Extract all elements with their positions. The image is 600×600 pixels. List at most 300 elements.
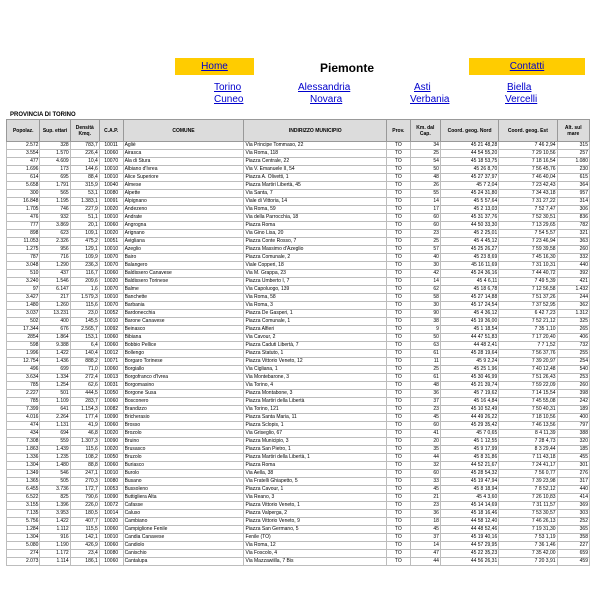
contatti-link[interactable]: Contatti (469, 58, 585, 75)
table-cell: 7 52 7,47 (499, 206, 557, 214)
table-cell: 10053 (99, 486, 123, 494)
table-cell: 332 (557, 254, 589, 262)
table-cell: 407,7 (70, 518, 99, 526)
table-cell: 247,1 (70, 470, 99, 478)
table-cell: Piazza Massimo d'Azeglio (244, 246, 387, 254)
table-cell: 10070 (99, 158, 123, 166)
table-row (7, 174, 590, 182)
table-cell: Piazza Roma (244, 462, 387, 470)
table-cell: Cafasse (123, 502, 244, 510)
table-cell: Buttigliera Alta (123, 494, 244, 502)
table-cell: 565 (40, 190, 70, 198)
table-cell: 7 19 31,30 (499, 526, 557, 534)
table-cell: 1.307,3 (70, 438, 99, 446)
column-header: Coord. geog. Est (499, 120, 557, 142)
table-row (7, 142, 590, 150)
table-cell: Alpette (123, 190, 244, 198)
table-cell: 10020 (99, 446, 123, 454)
table-row (7, 198, 590, 206)
table-cell: 45 2 13,03 (440, 206, 498, 214)
table-cell: Piazza Municipio, 3 (244, 438, 387, 446)
table-cell: 45 19 47,94 (440, 478, 498, 486)
table-row (7, 486, 590, 494)
table-cell: 90 (410, 310, 440, 318)
table-cell: Bosconero (123, 398, 244, 406)
table-cell: 400 (557, 414, 589, 422)
table-cell: 44 57 29,95 (440, 542, 498, 550)
table-cell: Borgiallo (123, 366, 244, 374)
table-cell: Cantalupa (123, 558, 244, 566)
table-cell: 7 59 39,58 (499, 246, 557, 254)
table-cell: Banchette (123, 294, 244, 302)
table-cell: TO (386, 382, 410, 390)
table-row (7, 238, 590, 246)
table-cell: 177,4 (70, 414, 99, 422)
table-cell: 825 (40, 494, 70, 502)
table-cell: TO (386, 254, 410, 262)
table-cell: 421 (557, 278, 589, 286)
table-cell: 276 (557, 470, 589, 478)
table-cell: TO (386, 430, 410, 438)
province-link-asti[interactable]: Asti (414, 82, 431, 93)
table-cell: 45 (410, 414, 440, 422)
table-cell: 315,9 (70, 182, 99, 190)
table-cell: 1.863 (7, 446, 40, 454)
table-row (7, 254, 590, 262)
table-cell: TO (386, 302, 410, 310)
table-cell: 7 51 37,26 (499, 294, 557, 302)
table-cell: 3.953 (40, 510, 70, 518)
table-cell: 252 (557, 518, 589, 526)
table-cell: 16.848 (7, 198, 40, 206)
province-link-biella[interactable]: Biella (507, 82, 532, 93)
table-cell: 3.427 (7, 294, 40, 302)
table-cell: 787 (7, 254, 40, 262)
table-cell: 3.240 (7, 278, 40, 286)
table-cell: 1.349 (7, 470, 40, 478)
province-link-verbania[interactable]: Verbania (410, 94, 450, 105)
table-cell: 10060 (99, 398, 123, 406)
table-cell: 9 (410, 326, 440, 334)
table-row (7, 526, 590, 534)
table-cell: 116,7 (70, 270, 99, 278)
table-cell: 957 (557, 190, 589, 198)
table-cell: Bruino (123, 438, 244, 446)
table-cell: 7 31 11,57 (499, 502, 557, 510)
table-cell: 364 (557, 182, 589, 190)
table-cell: 10090 (99, 438, 123, 446)
table-cell: 44 52 21,67 (440, 462, 498, 470)
table-cell: Via V. Emanuele II, 54 (244, 166, 387, 174)
table-cell: TO (386, 374, 410, 382)
table-cell: 10020 (99, 430, 123, 438)
table-cell: 477 (7, 158, 40, 166)
table-cell: TO (386, 326, 410, 334)
table-cell: Piazza Roma (244, 222, 387, 230)
table-row (7, 414, 590, 422)
table-cell: Alpignano (123, 198, 244, 206)
table-row (7, 518, 590, 526)
table-cell: 676 (40, 326, 70, 334)
table-cell: 7 56 0,77 (499, 470, 557, 478)
table-cell: TO (386, 406, 410, 414)
table-cell: 7 20 3,91 (499, 558, 557, 566)
table-cell: 7 39 23,98 (499, 478, 557, 486)
table-cell: 790,6 (70, 494, 99, 502)
table-row (7, 278, 590, 286)
table-cell: 362 (557, 302, 589, 310)
table-cell: 48 (410, 382, 440, 390)
table-cell: 45 25 26,27 (440, 246, 498, 254)
table-cell: 10082 (99, 406, 123, 414)
table-cell: 53,1 (70, 190, 99, 198)
table-cell: 10010 (99, 294, 123, 302)
table-cell: 7 18 16,54 (499, 158, 557, 166)
table-cell: 45 21 48,28 (440, 142, 498, 150)
table-cell: 10060 (99, 558, 123, 566)
table-cell: 10070 (99, 302, 123, 310)
table-cell: 598 (7, 342, 40, 350)
table-cell: 10010 (99, 214, 123, 222)
table-cell: 392 (557, 270, 589, 278)
table-cell: 45 27 37,97 (440, 174, 498, 182)
table-cell: Via Reano, 3 (244, 494, 387, 502)
table-cell: TO (386, 182, 410, 190)
table-cell: Via Fratelli Ghiapetto, 5 (244, 478, 387, 486)
table-cell: TO (386, 142, 410, 150)
table-cell: 7 52 30,51 (499, 214, 557, 222)
table-cell: Albiano d'Ivrea (123, 166, 244, 174)
table-cell: Barbania (123, 302, 244, 310)
table-cell: 35 (410, 446, 440, 454)
table-cell: 321 (557, 230, 589, 238)
table-cell: TO (386, 518, 410, 526)
table-cell: 46,8 (70, 430, 99, 438)
table-cell: Via Foscolo, 4 (244, 550, 387, 558)
table-cell: 180,5 (70, 510, 99, 518)
table-cell: 88,8 (70, 462, 99, 470)
table-cell: 10092 (99, 326, 123, 334)
table-cell: 97 (7, 286, 40, 294)
table-cell: Piazza Martiri Libertà, 45 (244, 182, 387, 190)
table-cell: Piazza San Pietro, 1 (244, 446, 387, 454)
table-cell: 1.422 (40, 518, 70, 526)
table-cell: 71,0 (70, 366, 99, 374)
table-cell: 746 (40, 206, 70, 214)
table-cell: 115,6 (70, 302, 99, 310)
table-cell: Borgofranco d'Ivrea (123, 374, 244, 382)
table-cell: 10060 (99, 334, 123, 342)
table-cell: 6 42 7,23 (499, 310, 557, 318)
table-cell: 1.304 (7, 462, 40, 470)
table-cell: 10060 (99, 222, 123, 230)
table-cell: 30 (410, 302, 440, 310)
table-cell: 306 (557, 206, 589, 214)
table-cell: 7 56 45,76 (499, 166, 557, 174)
table-cell: Via Griseglio, 67 (244, 430, 387, 438)
column-header: Alt. sul mare (557, 120, 589, 142)
table-row (7, 190, 590, 198)
table-cell: 10052 (99, 310, 123, 318)
table-cell: 45 30 46,99 (440, 374, 498, 382)
column-header: Prov. (386, 120, 410, 142)
table-cell: Via Montebarone, 3 (244, 374, 387, 382)
table-cell: 23 (410, 502, 440, 510)
table-row (7, 262, 590, 270)
table-cell: 10051 (99, 238, 123, 246)
table-cell: 45 1 12,55 (440, 438, 498, 446)
table-cell: 7 46 40,04 (499, 174, 557, 182)
table-cell: 23,4 (70, 550, 99, 558)
table-cell: 7 46 13,56 (499, 422, 557, 430)
table-cell: Via Roma, 59 (244, 206, 387, 214)
table-cell: 209,6 (70, 278, 99, 286)
table-cell: 2.326 (40, 238, 70, 246)
table-cell: Via Cigliana, 1 (244, 366, 387, 374)
table-cell: 226,0 (70, 502, 99, 510)
table-cell: TO (386, 222, 410, 230)
table-cell: 1.154,3 (70, 406, 99, 414)
table-cell: 7 51 26,43 (499, 374, 557, 382)
table-cell: 1.172 (40, 550, 70, 558)
table-cell: 7 17 20,40 (499, 334, 557, 342)
table-row (7, 542, 590, 550)
table-cell: 45 4 36,12 (440, 310, 498, 318)
table-cell: 186,1 (70, 558, 99, 566)
table-cell: 45 27 14,88 (440, 294, 498, 302)
table-cell: 10,4 (70, 158, 99, 166)
table-cell: 426,9 (70, 542, 99, 550)
table-cell: 1.365 (7, 478, 40, 486)
table-cell: 45 18 6,78 (440, 286, 498, 294)
column-header: Densità Kmq. (70, 120, 99, 142)
table-row (7, 326, 590, 334)
table-cell: TO (386, 422, 410, 430)
table-cell: 2.572 (7, 142, 40, 150)
table-cell: Avigliana (123, 238, 244, 246)
table-cell: TO (386, 334, 410, 342)
table-cell: Barone Canavese (123, 318, 244, 326)
table-cell: Fenile (TO) (244, 534, 387, 542)
table-cell: 10013 (99, 374, 123, 382)
table-cell: 60 (410, 422, 440, 430)
table-cell: Borgone Susa (123, 390, 244, 398)
section-title: PROVINCIA DI TORINO (10, 112, 76, 118)
table-row (7, 150, 590, 158)
table-cell: Balme (123, 286, 244, 294)
table-cell: TO (386, 190, 410, 198)
table-row (7, 246, 590, 254)
table-cell: 444,5 (70, 390, 99, 398)
province-link-torino[interactable]: Torino (214, 82, 242, 93)
table-cell: 7 53 30,57 (499, 510, 557, 518)
province-links-col-2 (298, 82, 350, 106)
table-cell: 10060 (99, 526, 123, 534)
table-cell: Via Principe Tommaso, 22 (244, 142, 387, 150)
table-cell: Via della Parrocchia, 18 (244, 214, 387, 222)
table-cell: Borgomasino (123, 382, 244, 390)
table-cell: Bardonecchia (123, 310, 244, 318)
table-cell: TO (386, 390, 410, 398)
table-cell: 1.791 (40, 182, 70, 190)
table-cell: 1.131 (40, 422, 70, 430)
table-cell: 45 17 24,54 (440, 302, 498, 310)
table-cell: 7 29 10,56 (499, 150, 557, 158)
table-cell: 185 (557, 446, 589, 454)
table-cell: TO (386, 470, 410, 478)
table-cell: 244 (557, 294, 589, 302)
table-cell: Piazza Martiri della Libertà (244, 398, 387, 406)
table-cell: 1,6 (70, 286, 99, 294)
table-cell: Airasca (123, 150, 244, 158)
table-cell: Via Mazzawiilla, 7 Bis (244, 558, 387, 566)
table-cell: 173 (40, 166, 70, 174)
table-cell: 45 24 36,16 (440, 270, 498, 278)
table-cell: 45 10 52,49 (440, 406, 498, 414)
table-cell: 932 (40, 214, 70, 222)
table-cell: 1.275 (7, 246, 40, 254)
table-cell: 10090 (99, 414, 123, 422)
table-cell: 6.455 (7, 486, 40, 494)
province-link-novara[interactable]: Novara (310, 94, 343, 105)
table-cell: 303 (557, 510, 589, 518)
table-cell: 1.080 (557, 158, 589, 166)
table-cell: 7 26 10,83 (499, 494, 557, 502)
table-cell: Piazza Montabone, 3 (244, 390, 387, 398)
table-cell: 7 35 1,10 (499, 326, 557, 334)
table-cell: 1.260 (40, 302, 70, 310)
table-cell: 7 36 1,46 (499, 542, 557, 550)
table-cell: 45 2 25,01 (440, 230, 498, 238)
table-cell: 11.053 (7, 238, 40, 246)
table-cell: 510 (7, 270, 40, 278)
table-cell: 7 50 40,31 (499, 406, 557, 414)
table-cell: 45 9 17,99 (440, 446, 498, 454)
table-cell: 3.869 (40, 222, 70, 230)
table-cell: 9.388 (40, 342, 70, 350)
table-cell: TO (386, 166, 410, 174)
table-row (7, 558, 590, 566)
table-row (7, 398, 590, 406)
table-cell: Azeglio (123, 246, 244, 254)
table-cell: 45 25 1,96 (440, 366, 498, 374)
table-cell: Piazza Comunale, 1 (244, 318, 387, 326)
table-cell: 1.112 (40, 526, 70, 534)
table-cell: 45 (410, 486, 440, 494)
table-cell: TO (386, 502, 410, 510)
table-cell: Piazza Valperga, 2 (244, 510, 387, 518)
home-link[interactable]: Home (175, 58, 254, 75)
table-row (7, 182, 590, 190)
table-cell: Bussoleno (123, 486, 244, 494)
table-cell: 42 (410, 270, 440, 278)
table-cell: 10010 (99, 318, 123, 326)
table-cell: 260 (557, 382, 589, 390)
table-cell: 3.736 (40, 486, 70, 494)
table-cell: TO (386, 350, 410, 358)
table-cell: 1.334 (40, 374, 70, 382)
table-cell: Canischio (123, 550, 244, 558)
table-row (7, 230, 590, 238)
table-row (7, 382, 590, 390)
table-cell: 18 (410, 518, 440, 526)
table-row (7, 206, 590, 214)
table-cell: 236,3 (70, 262, 99, 270)
table-cell: 25 (410, 366, 440, 374)
table-cell: 45 5 57,64 (440, 198, 498, 206)
table-cell: 50 (410, 334, 440, 342)
table-cell: Piazza Vittorio Veneto, 12 (244, 358, 387, 366)
province-link-alessandria[interactable]: Alessandria (298, 82, 351, 93)
table-cell: 25 (410, 150, 440, 158)
table-cell: TO (386, 534, 410, 542)
table-cell: 45 16 4,84 (440, 398, 498, 406)
province-link-vercelli[interactable]: Vercelli (505, 94, 538, 105)
table-cell: 1.422 (40, 350, 70, 358)
table-cell: 7 11 43,18 (499, 454, 557, 462)
table-cell: TO (386, 366, 410, 374)
table-cell: 406 (557, 334, 589, 342)
table-cell: Viale Copperi, 18 (244, 262, 387, 270)
table-row (7, 422, 590, 430)
table-cell: 23 (410, 230, 440, 238)
table-cell: 7 7 1,52 (499, 342, 557, 350)
table-cell: 10060 (99, 542, 123, 550)
table-cell: 10060 (99, 270, 123, 278)
table-cell: TO (386, 278, 410, 286)
table-cell: TO (386, 238, 410, 246)
column-header: Sup. ettari (40, 120, 70, 142)
table-cell: TO (386, 198, 410, 206)
table-cell: 6.522 (7, 494, 40, 502)
table-cell: 3.155 (7, 502, 40, 510)
table-cell: Via Torino, 4 (244, 382, 387, 390)
table-cell: TO (386, 150, 410, 158)
table-cell: 17.344 (7, 326, 40, 334)
table-cell: 8 3 29,44 (499, 446, 557, 454)
table-row (7, 510, 590, 518)
table-row (7, 502, 590, 510)
table-cell: 7 23 46,94 (499, 238, 557, 246)
table-cell: 659 (557, 550, 589, 558)
province-link-cuneo[interactable]: Cuneo (214, 94, 244, 105)
table-cell: Candiolo (123, 542, 244, 550)
table-row (7, 438, 590, 446)
table-row (7, 222, 590, 230)
table-row (7, 158, 590, 166)
column-header: INDIRIZZO MUNICIPIO (244, 120, 387, 142)
table-cell: Piazza Alfieri (244, 326, 387, 334)
table-cell: 300 (7, 190, 40, 198)
table-cell: 10020 (99, 206, 123, 214)
table-cell: 44 48 2,41 (440, 342, 498, 350)
table-cell: TO (386, 262, 410, 270)
table-cell: 20 (410, 438, 440, 446)
table-cell: TO (386, 550, 410, 558)
table-cell: 4.609 (40, 158, 70, 166)
table-cell: 45 23 8,69 (440, 254, 498, 262)
table-cell: TO (386, 478, 410, 486)
table-cell: Arignano (123, 230, 244, 238)
table-cell: Alice Superiore (123, 174, 244, 182)
table-cell: 10060 (99, 422, 123, 430)
table-cell: 1.254 (40, 382, 70, 390)
table-cell: 10070 (99, 262, 123, 270)
table-cell: 50 (410, 166, 440, 174)
table-cell: 260 (557, 246, 589, 254)
table-cell: Bollengo (123, 350, 244, 358)
table-cell: 7 31 27,22 (499, 198, 557, 206)
